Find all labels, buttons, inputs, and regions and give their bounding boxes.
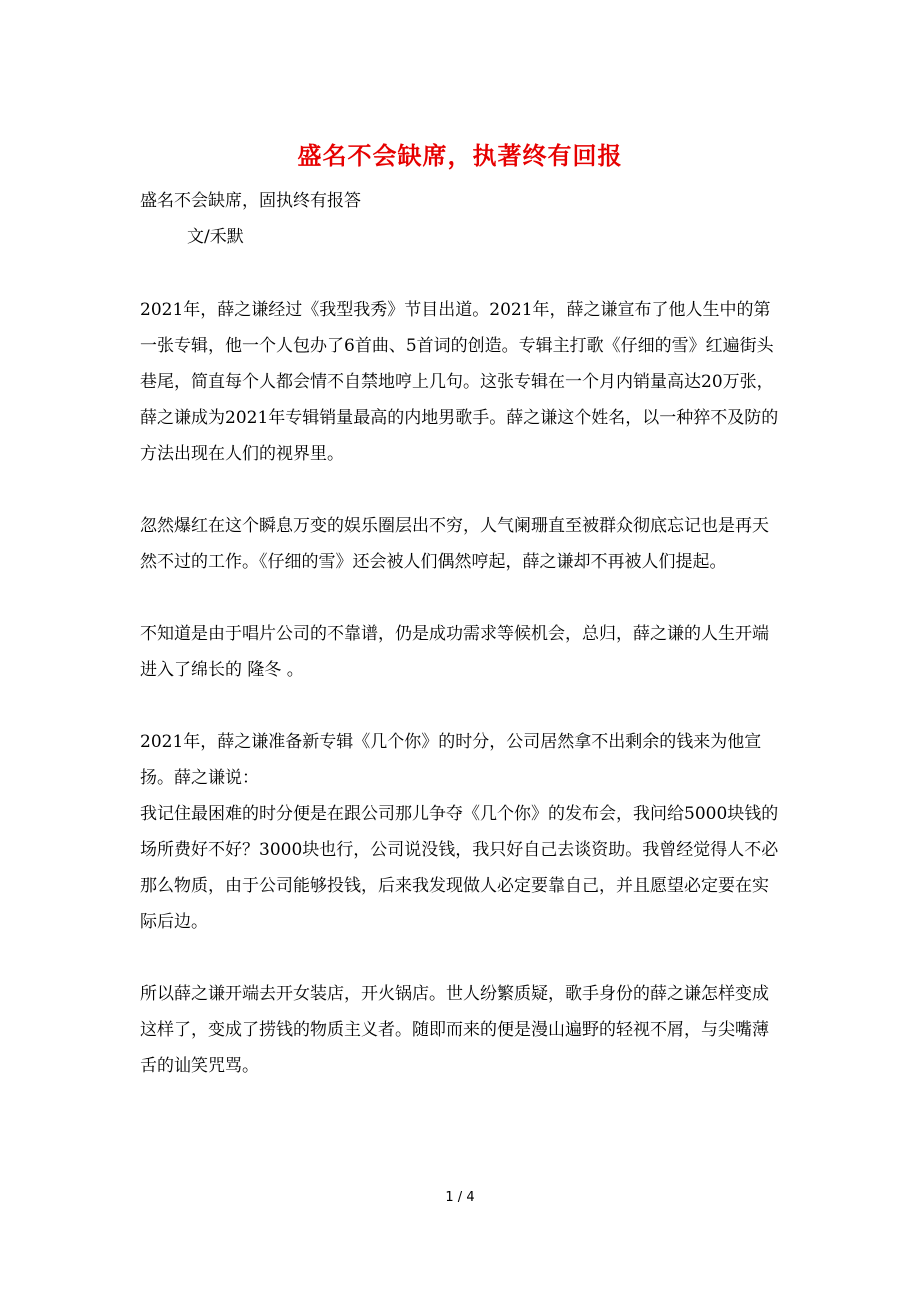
paragraph: 不知道是由于唱片公司的不靠谱，仍是成功需求等候机会，总归，薛之谦的人生开端进入了绵长的 隆冬 。 (140, 624, 769, 680)
document-title: 盛名不会缺席，执著终有回报 (297, 141, 623, 170)
author-line: 文/禾默 (187, 227, 244, 247)
document-subtitle: 盛名不会缺席，固执终有报答 (140, 191, 361, 211)
paragraph: 我记住最困难的时分便是在跟公司那儿争夺《几个你》的发布会，我问给5000块钱的场所费好不好？3000块也行，公司说没钱，我只好自己去谈资助。我曾经觉得人不必那么物质，由于公司能够投钱，后来我发现做人必定要靠自己，并且愿望必定要在实际后边。 (140, 804, 779, 932)
page-number: 1 / 4 (445, 1190, 475, 1205)
paragraph: 所以薛之谦开端去开女装店，开火锅店。世人纷繁质疑，歌手身份的薛之谦怎样变成这样了，变成了捞钱的物质主义者。随即而来的便是漫山遍野的轻视不屑，与尖嘴薄舌的讪笑咒骂。 (140, 984, 769, 1076)
paragraph: 2021年，薛之谦准备新专辑《几个你》的时分，公司居然拿不出剩余的钱来为他宣扬。薛之谦说： (140, 732, 762, 788)
paragraph: 2021年，薛之谦经过《我型我秀》节目出道。2021年，薛之谦宣布了他人生中的第一张专辑，他一个人包办了6首曲、5首词的创造。专辑主打歌《仔细的雪》红遍街头巷尾，简直每个人都会情不自禁地哼上几句。这张专辑在一个月内销量高达20万张，薛之谦成为2021年专辑销量最高的内地男歌手。薛之谦这个姓名，以一种猝不及防的方法出现在人们的视界里。 (140, 300, 779, 464)
paragraph: 忽然爆红在这个瞬息万变的娱乐圈层出不穷，人气阑珊直至被群众彻底忘记也是再天然不过的工作。《仔细的雪》还会被人们偶然哼起，薛之谦却不再被人们提起。 (140, 516, 769, 572)
body-text-block-1 (140, 292, 782, 1084)
